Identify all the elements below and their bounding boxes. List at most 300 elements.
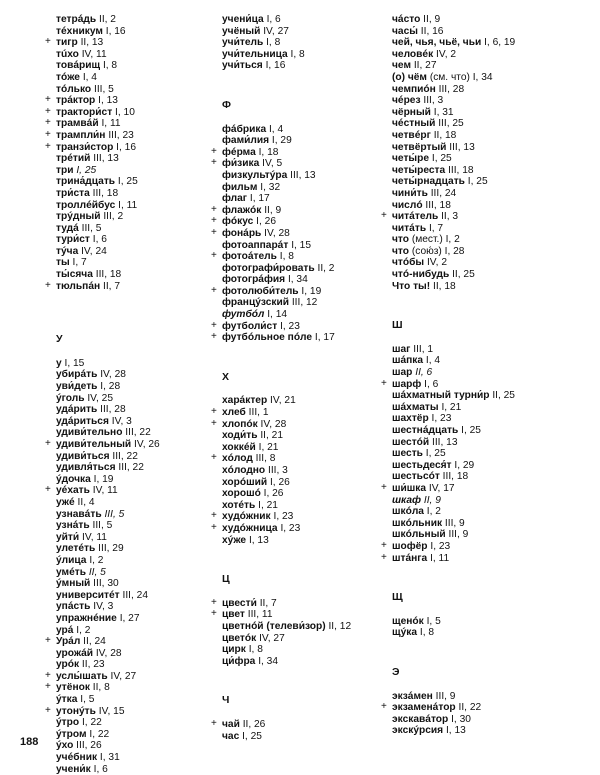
section-spacer (222, 344, 397, 372)
entry-word: тудá (56, 222, 79, 234)
entry-reference: I, 21 (258, 499, 278, 511)
entry-word: футболи́ст (222, 320, 278, 332)
dictionary-entry (381, 481, 582, 495)
entry-word: четвёртый (392, 141, 447, 153)
entry-reference: III, 1 (248, 407, 269, 419)
dictionary-entry (392, 460, 582, 472)
entry-reference: II, 7 (259, 597, 277, 609)
entry-reference: I, 26 (263, 488, 284, 500)
entry-reference: I, 13 (445, 725, 466, 737)
entry-reference: (мест.) I, 2 (411, 234, 460, 246)
entry-word: читáть (392, 222, 427, 234)
dictionary-entry (381, 701, 582, 714)
entry-word: фонáрь (222, 227, 262, 239)
entry-reference: III, 13 (93, 153, 119, 165)
dictionary-entry (45, 279, 231, 293)
entry-word: хлеб (222, 407, 246, 419)
dictionary-entry (392, 627, 582, 639)
dictionary-entry (56, 764, 231, 775)
dictionary-entry (56, 497, 231, 509)
entry-reference: I, 23 (431, 413, 452, 425)
entry-word: читáтель (392, 211, 439, 223)
new-word-marker: + (45, 669, 51, 681)
dictionary-entry (56, 14, 231, 26)
entry-word: шесть (392, 448, 423, 460)
entry-word: урóк (56, 659, 80, 671)
dictionary-entry (56, 532, 231, 544)
section-spacer (222, 72, 397, 100)
entry-word: чтóбы (392, 257, 425, 269)
entry-reference: I, 29 (454, 459, 475, 471)
dictionary-entry (222, 633, 397, 645)
dictionary-entry (56, 543, 231, 555)
entry-reference: I, 21 (258, 441, 279, 453)
entry-word: шкóльный (392, 529, 446, 541)
dictionary-entry (211, 157, 397, 170)
entry-reference: III, 22 (118, 462, 144, 474)
dictionary-entry (211, 250, 397, 263)
entry-reference: I, 13 (248, 534, 269, 546)
dictionary-entry (211, 226, 397, 240)
entry-word: фáбрика (222, 123, 267, 135)
dictionary-entry (56, 578, 231, 590)
entry-reference: I, 2 (89, 554, 104, 566)
entry-word: тóлько (56, 83, 92, 95)
entry-reference: I, 14 (267, 309, 288, 321)
new-word-marker: + (381, 539, 387, 551)
entry-word: урá (56, 624, 74, 636)
entry-reference: I, 16 (105, 25, 126, 37)
entry-word: флаг (222, 193, 248, 205)
entry-reference: I, 15 (291, 239, 312, 251)
dictionary-entry (392, 26, 582, 38)
entry-word: час (222, 730, 240, 742)
dictionary-entry (392, 142, 582, 154)
entry-word: шáхматы (392, 401, 439, 413)
entry-word: чёрный (392, 106, 431, 118)
entry-reference: IV, 15 (98, 705, 125, 717)
dictionary-entry (222, 240, 397, 252)
entry-word: тéхникум (56, 25, 103, 37)
dictionary-entry (211, 717, 397, 731)
entry-word: ужé (56, 496, 75, 508)
entry-word: футбóльное пóле (222, 332, 313, 344)
entry-reference: II, 26 (242, 718, 266, 730)
dictionary-entry (56, 200, 231, 212)
new-word-marker: + (211, 510, 217, 522)
entry-word: у (56, 357, 62, 369)
entry-word: узнáть (56, 520, 90, 532)
entry-word: чем (392, 60, 411, 72)
entry-word: университéт (56, 589, 120, 601)
entry-reference: III, 8 (255, 453, 276, 465)
dictionary-entry (56, 729, 231, 741)
entry-word: учёный (222, 25, 261, 37)
dictionary-entry (392, 344, 582, 356)
dictionary-entry (222, 37, 397, 49)
entry-word: трéтий (56, 153, 91, 165)
entry-word: Урáл (56, 636, 81, 648)
entry-reference: IV, 2 (426, 257, 447, 269)
entry-word: фóкус (222, 216, 254, 228)
entry-word: убирáть (56, 369, 98, 381)
entry-reference: II, 27 (413, 60, 437, 72)
entry-reference: II, 6 (415, 367, 433, 379)
entry-word: удиви́ться (56, 450, 110, 462)
entry-reference: I, 25 (467, 176, 488, 188)
dictionary-entry (56, 165, 231, 177)
entry-reference: III, 30 (93, 578, 119, 590)
entry-reference: II, 25 (492, 390, 515, 402)
entry-word: учени́к (56, 763, 91, 775)
new-word-marker: + (381, 481, 387, 493)
entry-word: хýже (222, 534, 247, 546)
dictionary-entry (392, 355, 582, 367)
entry-reference: I, 5 (426, 615, 441, 627)
dictionary-entry (392, 616, 582, 628)
entry-reference: I, 32 (260, 181, 281, 193)
entry-word: шкóльник (392, 517, 443, 529)
entry-word: транзи́стор (56, 141, 114, 153)
entry-reference: II, 16 (420, 25, 444, 37)
dictionary-entry (45, 105, 231, 119)
dictionary-entry (222, 395, 397, 407)
dictionary-entry (211, 406, 397, 419)
dictionary-entry (392, 176, 582, 188)
entry-reference: I, 6 (424, 378, 439, 390)
entry-reference: III, 22 (112, 450, 138, 462)
entry-word: ты (56, 257, 70, 269)
dictionary-entry (222, 182, 397, 194)
dictionary-entry (222, 656, 397, 668)
entry-reference: II, 2 (317, 262, 335, 274)
column-1 (45, 14, 231, 775)
dictionary-entry (211, 203, 397, 217)
new-word-marker: + (211, 406, 217, 418)
entry-reference: I, 28 (100, 381, 121, 393)
dictionary-entry (45, 128, 231, 142)
dictionary-entry (222, 297, 397, 309)
entry-word: хорóший (222, 476, 268, 488)
entry-reference: I, 17 (314, 332, 335, 344)
dictionary-entry (56, 188, 231, 200)
entry-word: ýхо (56, 740, 74, 752)
section-letter-heading: Щ (392, 591, 403, 604)
entry-reference: IV, 28 (260, 418, 287, 430)
entry-word: четы́реста (392, 164, 446, 176)
entry-word: узнавáть (56, 508, 102, 520)
entry-word: фильм (222, 181, 258, 193)
dictionary-entry (222, 644, 397, 656)
entry-word: шáпка (392, 355, 424, 367)
entry-reference: III, 12 (291, 297, 318, 309)
section-spacer (56, 292, 231, 334)
entry-reference: II, 9 (423, 494, 441, 506)
entry-word: ши́шка (392, 482, 427, 494)
entry-word: шестьсóт (392, 471, 440, 483)
entry-reference: I, 11 (118, 199, 138, 211)
new-word-marker: + (381, 551, 387, 563)
dictionary-entry (222, 60, 397, 72)
new-word-marker: + (211, 284, 217, 296)
section-spacer (392, 292, 582, 320)
entry-reference: III, 2 (103, 211, 124, 223)
dictionary-entry (56, 601, 231, 613)
entry-word: физкультýра (222, 169, 288, 181)
section-spacer (392, 639, 582, 667)
dictionary-entry (56, 590, 231, 602)
dictionary-entry (45, 36, 231, 49)
entry-reference: III, 9 (444, 517, 465, 529)
entry-word: фи́зика (222, 158, 260, 170)
dictionary-entry (222, 442, 397, 454)
entry-reference: I, 31 (99, 752, 120, 764)
entry-word: что (392, 234, 409, 246)
section-letter-heading: Ф (222, 98, 231, 111)
entry-reference: III, 5 (81, 222, 102, 234)
entry-word: чей, чья, чьё, чьи (392, 37, 482, 49)
entry-word: шестнáдцать (392, 425, 459, 436)
new-word-marker: + (45, 438, 51, 449)
entry-reference: I, 2 (426, 506, 441, 518)
entry-word: фотоаппарáт (222, 239, 289, 251)
entry-reference: III, 28 (100, 404, 126, 416)
dictionary-entry (211, 521, 397, 535)
entry-word: шкóла (392, 506, 424, 518)
entry-reference: IV, 27 (110, 670, 137, 682)
entry-word: шар (392, 367, 413, 379)
entry-word: шкаф (392, 494, 422, 506)
entry-reference: I, 21 (441, 401, 462, 413)
dictionary-entry (56, 234, 231, 246)
entry-reference: I, 6, 19 (484, 37, 516, 49)
section-letter-heading: Э (392, 665, 400, 678)
page-number: 188 (20, 736, 39, 748)
entry-reference: II, 18 (433, 280, 456, 292)
entry-reference: I, 25 (425, 448, 446, 460)
dictionary-entry (392, 49, 582, 61)
entry-reference: IV, 2 (436, 48, 457, 60)
entry-reference: I, 10 (115, 106, 135, 118)
entry-word: тигр (56, 37, 78, 49)
dictionary-entry (222, 274, 397, 286)
dictionary-entry (222, 488, 397, 500)
entry-reference: III, 9 (448, 529, 469, 541)
entry-reference: II, 7 (103, 280, 120, 292)
new-word-marker: + (211, 203, 217, 215)
dictionary-entry (56, 223, 231, 235)
dictionary-entry (211, 215, 397, 228)
entry-word: худóжник (222, 511, 271, 523)
entry-reference: III, 13 (290, 169, 316, 181)
entry-reference: I, 11 (101, 118, 121, 130)
entry-word: удáриться (56, 415, 109, 427)
dictionary-entry (56, 555, 231, 567)
dictionary-entry (392, 246, 582, 258)
new-word-marker: + (211, 452, 217, 464)
dictionary-entry (392, 223, 582, 235)
entry-word: фами́лия (222, 135, 270, 147)
dictionary-entry (211, 284, 397, 298)
entry-reference: IV, 5 (262, 158, 283, 170)
entry-reference: I, 6 (266, 14, 281, 25)
dictionary-entry (45, 681, 231, 694)
entry-word: цвести́ (222, 597, 257, 609)
entry-word: уви́деть (56, 381, 98, 393)
dictionary-entry (392, 118, 582, 130)
entry-reference: I, 22 (81, 717, 102, 729)
entry-reference: III, 13 (449, 141, 475, 153)
entry-word: ýтром (56, 728, 87, 740)
dictionary-entry (56, 60, 231, 72)
dictionary-entry (56, 211, 231, 223)
entry-reference: II, 21 (260, 430, 283, 442)
new-word-marker: + (381, 210, 387, 222)
entry-reference: IV, 17 (428, 482, 455, 494)
entry-word: часы́ (392, 25, 418, 37)
entry-reference: III, 9 (435, 690, 456, 702)
entry-word: уéхать (56, 485, 90, 497)
dictionary-entry (211, 452, 397, 465)
entry-word: цветóк (222, 632, 257, 644)
new-word-marker: + (211, 596, 217, 608)
entry-reference: III, 26 (76, 740, 102, 752)
entry-reference: IV, 11 (82, 531, 107, 543)
dictionary-entry (392, 107, 582, 119)
entry-word: харáктер (222, 395, 268, 407)
dictionary-entry (392, 506, 582, 518)
entry-reference: (см. что) I, 34 (429, 71, 493, 83)
entry-reference: III, 1 (413, 343, 434, 355)
entry-reference: I, 6 (93, 763, 108, 775)
new-word-marker: + (211, 417, 217, 429)
entry-reference: I, 31 (433, 106, 454, 118)
entry-reference: I, 17 (249, 193, 270, 205)
entry-reference: IV, 28 (95, 647, 122, 659)
entry-reference: I, 26 (269, 476, 290, 488)
entry-reference: I, 23 (430, 540, 451, 552)
entry-word: тýча (56, 245, 79, 257)
entry-word: чай (222, 718, 240, 730)
new-word-marker: + (45, 704, 51, 716)
new-word-marker: + (45, 105, 51, 117)
dictionary-entry (392, 257, 582, 269)
entry-reference: I, 34 (287, 274, 308, 286)
dictionary-entry (222, 26, 397, 38)
dictionary-entry (211, 319, 397, 333)
section-letter-heading: Х (222, 370, 230, 383)
entry-reference: I, 16 (116, 141, 136, 153)
entry-word: фотогрáфия (222, 274, 286, 286)
entry-word: ýлица (56, 554, 87, 566)
section-spacer (392, 564, 582, 592)
entry-word: штáнга (392, 552, 428, 564)
new-word-marker: + (211, 145, 217, 157)
section-letter-heading: Ч (222, 694, 230, 707)
entry-word: экскавáтор (392, 713, 449, 725)
entry-word: чемпиóн (392, 83, 436, 95)
section-letter-heading: У (56, 333, 63, 346)
new-word-marker: + (211, 226, 217, 238)
entry-word: трýдный (56, 211, 101, 223)
entry-reference: II, 22 (458, 702, 482, 714)
new-word-marker: + (211, 608, 217, 620)
dictionary-entry (56, 26, 231, 38)
entry-reference: II, 18 (433, 129, 457, 141)
dictionary-entry (392, 281, 582, 293)
entry-reference: I, 8 (102, 60, 118, 72)
entry-word: шаг (392, 343, 411, 355)
entry-word: худóжница (222, 522, 278, 534)
entry-word: ты́сяча (56, 269, 93, 281)
new-word-marker: + (211, 250, 217, 262)
entry-reference: I, 23 (273, 511, 294, 523)
entry-word: тюльпáн (56, 280, 101, 292)
dictionary-entry (222, 477, 397, 489)
dictionary-entry (56, 381, 231, 393)
dictionary-entry (56, 462, 231, 474)
entry-word: умéть (56, 566, 86, 578)
new-word-marker: + (45, 681, 51, 693)
dictionary-entry (45, 484, 231, 497)
dictionary-entry (392, 725, 582, 737)
entry-word: ходи́ть (222, 430, 258, 442)
entry-word: троллéйбус (56, 199, 116, 211)
entry-word: уйти́ (56, 531, 80, 543)
dictionary-entry (56, 717, 231, 729)
entry-reference: IV, 11 (92, 485, 118, 497)
entry-reference: I, 25 (76, 164, 97, 176)
entry-reference: II, 23 (81, 659, 105, 671)
entry-reference: I, 2 (76, 624, 91, 636)
dictionary-entry (56, 567, 231, 579)
section-spacer (222, 546, 397, 574)
dictionary-entry (222, 731, 397, 743)
dictionary-entry (56, 176, 231, 188)
entry-reference: I, 4 (268, 123, 284, 135)
entry-reference: I, 8 (290, 48, 305, 60)
entry-reference: II, 25 (452, 269, 475, 281)
entry-word: урожáй (56, 647, 93, 659)
entry-reference: III, 3 (423, 95, 444, 107)
dictionary-entry (392, 518, 582, 530)
entry-word: чéрез (392, 95, 421, 107)
new-word-marker: + (211, 521, 217, 533)
dictionary-entry (222, 500, 397, 512)
entry-reference: III, 13 (432, 436, 458, 448)
dictionary-entry (392, 153, 582, 165)
entry-word: ýтка (56, 694, 78, 706)
dictionary-entry (392, 529, 582, 541)
dictionary-entry (211, 417, 397, 431)
entry-reference: I, 11 (430, 552, 450, 564)
dictionary-entry (56, 84, 231, 96)
entry-reference: I, 15 (64, 357, 85, 369)
entry-reference: II, 2 (98, 14, 116, 25)
entry-reference: I, 4 (82, 71, 97, 83)
entry-word: хлопóк (222, 418, 258, 430)
dictionary-entry (392, 84, 582, 96)
entry-word: щýка (392, 627, 418, 639)
dictionary-entry (222, 170, 397, 182)
entry-word: чини́ть (392, 187, 428, 199)
entry-word: фотографи́ровать (222, 262, 315, 274)
entry-reference: III, 3 (268, 465, 288, 476)
entry-reference: III, 18 (442, 471, 469, 483)
dictionary-entry (222, 621, 397, 633)
entry-word: четы́рнадцать (392, 176, 465, 188)
entry-word: ýголь (56, 392, 85, 404)
